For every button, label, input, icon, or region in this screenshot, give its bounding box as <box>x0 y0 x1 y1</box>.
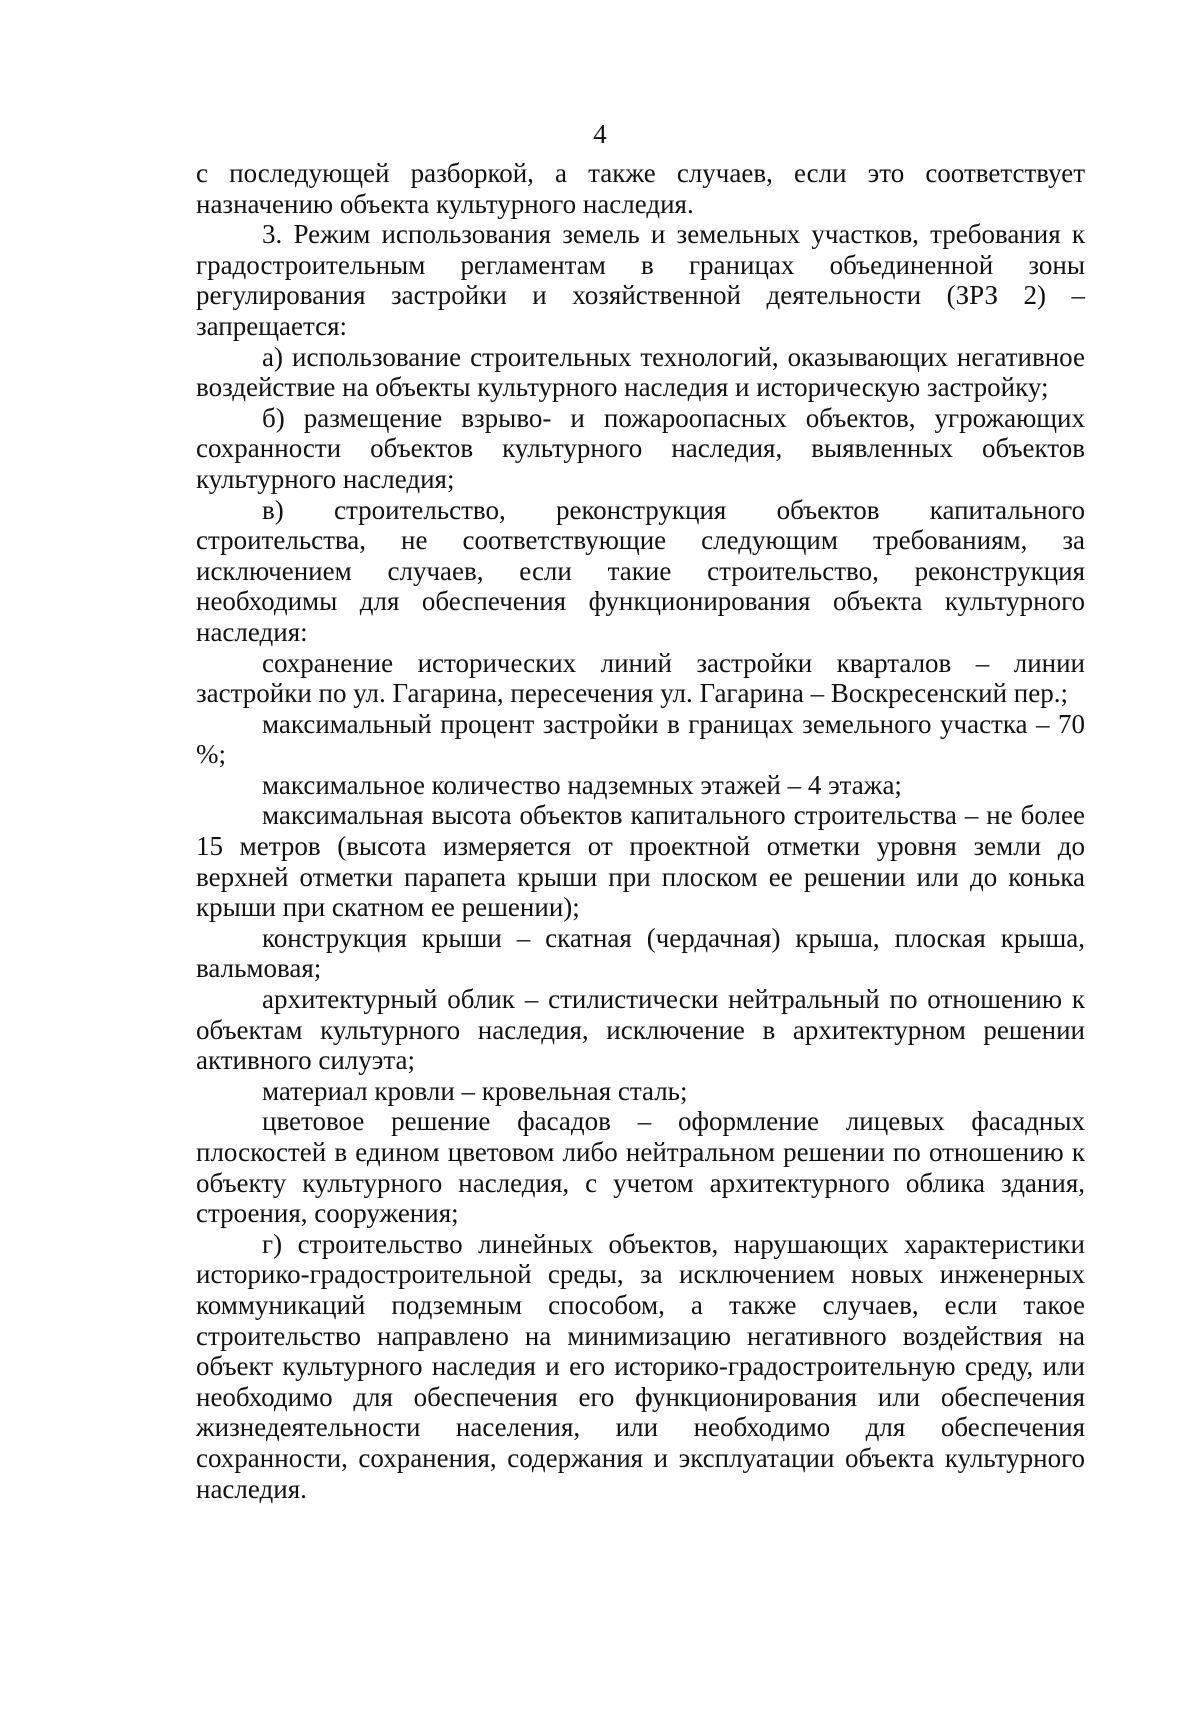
paragraph-building-lines: сохранение исторических линий застройки кварталов – линии застройки по ул. Гагарина, пересечения ул. Гагарина – Воскресенский пер.; <box>196 647 1085 709</box>
paragraph-item-a: а) использование строительных технологий, оказывающих негативное воздействие на объекты культурного наследия и историческую застройку; <box>196 341 1085 403</box>
document-body <box>196 158 1085 1504</box>
paragraph-roof-construction: конструкция крыши – скатная (чердачная) крыша, плоская крыша, вальмовая; <box>196 922 1085 984</box>
paragraph-item-v: в) строительство, реконструкция объектов капитального строительства, не соответствующие следующим требованиям, за исключением случаев, если такие строительство, реконструкция необходимы для обеспечения функционирования объекта культурного наследия: <box>196 494 1085 647</box>
paragraph-max-floors: максимальное количество надземных этажей – 4 этажа; <box>262 769 902 800</box>
paragraph-architectural-appearance: архитектурный облик – стилистически нейтральный по отношению к объектам культурного наследия, исключение в архитектурном решении активного силуэта; <box>196 984 1085 1076</box>
paragraph-item-b: б) размещение взрыво- и пожароопасных объектов, угрожающих сохранности объектов культурного наследия, выявленных объектов культурного наследия; <box>196 402 1085 494</box>
paragraph-max-coverage: максимальный процент застройки в границах земельного участка – 70 %; <box>196 708 1085 770</box>
paragraph-facade-color: цветовое решение фасадов – оформление лицевых фасадных плоскостей в едином цветовом либо нейтральном решении по отношению к объекту культурного наследия, с учетом архитектурного облика здания, строения, сооружения; <box>196 1106 1085 1229</box>
paragraph-roof-material: материал кровли – кровельная сталь; <box>262 1075 688 1106</box>
paragraph-item-g: г) строительство линейных объектов, нарушающих характеристики историко-градостроительной среды, за исключением новых инженерных коммуникаций подземным способом, а также случаев, если такое строительство направлено на минимизацию негативного воздействия на объект культурного наследия и его историко-градостроительную среду, или необходимо для обеспечения его функционирования или обеспечения жизнедеятельности населения, или необходимо для обеспечения сохранности, сохранения, содержания и эксплуатации объекта культурного наследия. <box>196 1228 1085 1504</box>
paragraph-section-3: 3. Режим использования земель и земельных участков, требования к градостроительным регламентам в границах объединенной зоны регулирования застройки и хозяйственной деятельности (ЗРЗ 2) – запрещается: <box>196 219 1085 341</box>
paragraph-max-height: максимальная высота объектов капитального строительства – не более 15 метров (высота измеряется от проектной отметки уровня земли до верхней отметки парапета крыши при плоском ее решении или до конька крыши при скатном ее решении); <box>196 800 1085 923</box>
page-number: 4 <box>593 119 607 149</box>
paragraph-continuation: с последующей разборкой, а также случаев, если это соответствует назначению объекта культурного наследия. <box>196 158 1085 219</box>
